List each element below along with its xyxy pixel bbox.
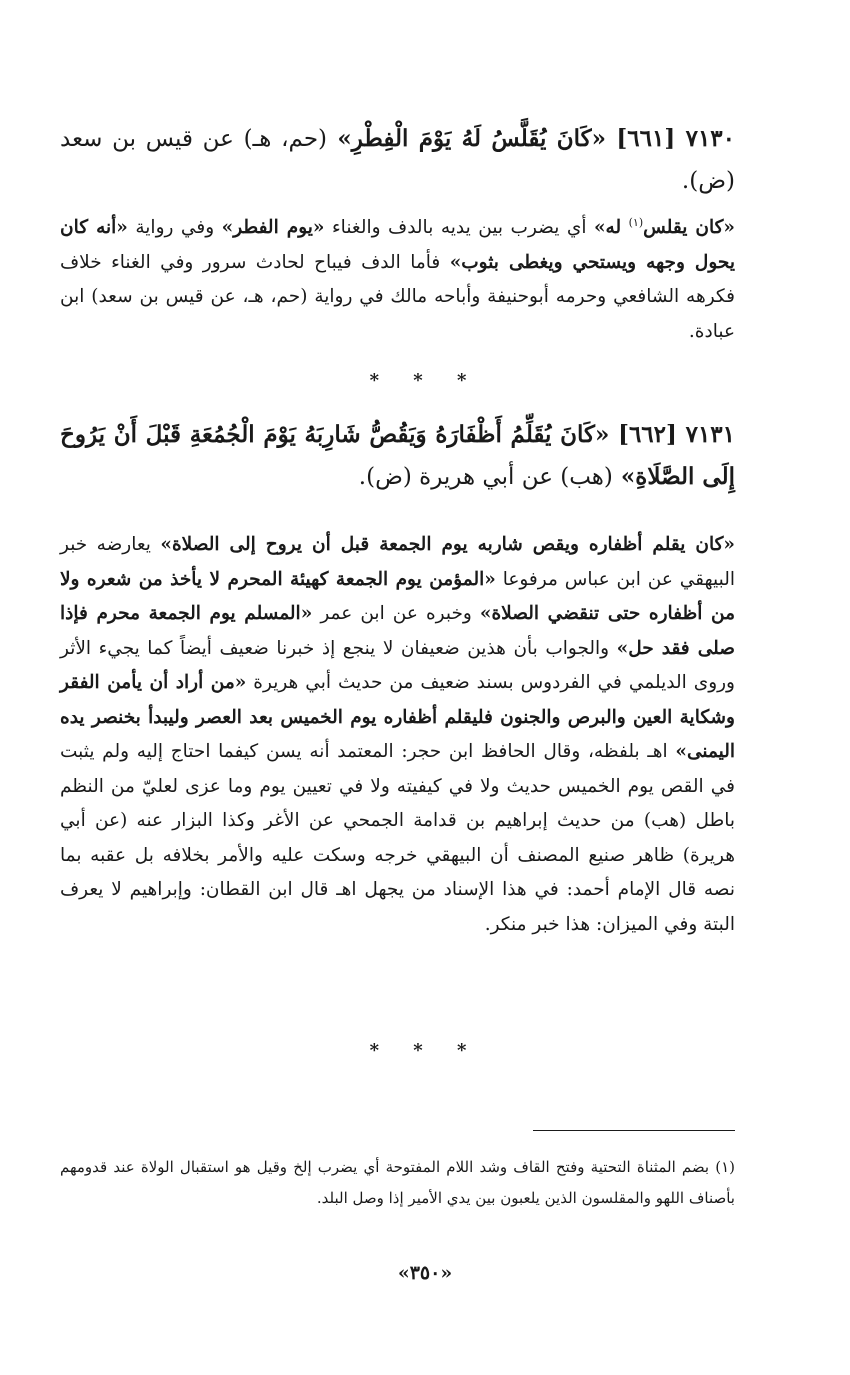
hadith-number: ٧١٣٠ [685, 125, 736, 152]
section-separator: * * * [369, 370, 481, 391]
section-separator: * * * [369, 1040, 481, 1061]
hadith-source: (هب) عن أبي هريرة (ض). [358, 464, 613, 490]
commentary-bold: «المؤمن يوم الجمعة كهيئة المحرم لا يأخذ من شعره ولا من أظفاره حتى تنقضي الصلاة» [60, 568, 735, 624]
commentary-text: اهـ بلفظه، وقال الحافظ ابن حجر: المعتمد أنه يسن كيفما احتاج إليه ولم يثبت في القص يوم الخميس حديث ولا في كيفيته ولا في تعيين يوم وما عزى لعليّ من النظم باطل (هب) من حديث إبراهيم بن قدامة الجمحي عن الأغر وكذا البزار عنه (عن أبي هريرة) ظاهر صنيع المصنف أن البيهقي خرجه وسكت عليه والأمر بخلافه بل عقبه بما نصه قال الإمام أحمد: في هذا الإسناد من يجهل اهـ قال ابن القطان: وإبراهيم لا يعرف البتة وفي الميزان: هذا خبر منكر. [60, 741, 735, 935]
commentary-text: وفي رواية [135, 217, 215, 239]
commentary-text: والجواب بأن هذين ضعيفان لا ينجع إذ خبرنا ضعيف أيضاً كما يجيء الأثر وروى الديلمي في الفردوس بسند ضعيف من حديث أبي هريرة [60, 637, 735, 693]
commentary-7131 [60, 528, 735, 942]
hadith-text: «كَانَ يُقَلَّسُ لَهُ يَوْمَ الْفِطْرِ» [337, 125, 606, 152]
commentary-lead-2: له» [593, 217, 622, 239]
footnote: (١) بضم المثناة التحتية وفتح القاف وشد اللام المفتوحة أي يضرب إلخ وقيل هو استقبال الولاة عند قدومهم بأصناف اللهو والمقلسون الذين يلعبون بين يدي الأمير إذا وصل البلد. [60, 1158, 735, 1207]
commentary-text: يعارضه خبر البيهقي عن ابن عباس مرفوعا [60, 534, 736, 590]
footnote-marker: (١) [628, 216, 644, 229]
commentary-bold: «المسلم يوم الجمعة محرم فإذا صلى فقد حل» [60, 603, 735, 659]
commentary-lead: «كان يقلس [643, 217, 735, 239]
footnote-divider [533, 1130, 735, 1131]
page-number: «٣٥٠» [397, 1262, 453, 1284]
hadith-text: «كَانَ يُقَلِّمُ أَظْفَارَهُ وَيَقُصُّ شَارِبَهُ يَوْمَ الْجُمُعَةِ قَبْلَ أَنْ يَرُوحَ إِلَى الصَّلَاةِ» [60, 421, 735, 490]
hadith-source: (حم، هـ) عن قيس بن سعد (ض). [60, 126, 735, 194]
commentary-text: أي يضرب بين يديه بالدف والغناء [331, 217, 587, 239]
hadith-number: ٧١٣١ [685, 421, 736, 448]
commentary-7130 [60, 206, 735, 349]
commentary-bold: «أنه كان يحول وجهه ويستحي ويغطى بثوب» [60, 217, 735, 273]
commentary-text: وخبره عن ابن عمر [320, 603, 472, 624]
commentary-text: فأما الدف فيباح لحادث سرور وفي الغناء خلاف فكرهه الشافعي وحرمه أبوحنيفة وأباحه مالك في رواية (حم، هـ، عن قيس بن سعد) ابن عبادة. [60, 251, 735, 342]
hadith-7130 [60, 118, 735, 202]
hadith-ref: [٦٦١] [616, 125, 676, 152]
hadith-7131 [60, 414, 735, 498]
commentary-bold: «يوم الفطر» [221, 217, 325, 239]
hadith-ref: [٦٦٢] [618, 421, 677, 448]
commentary-bold: «كان يقلم أظفاره ويقص شاربه يوم الجمعة قبل أن يروح إلى الصلاة» [160, 534, 735, 555]
commentary-bold: «من أراد أن يأمن الفقر وشكاية العين والبرص والجنون فليقلم أظفاره يوم الخميس بعد العصر وليبدأ بخنصر يده اليمنى» [60, 672, 735, 762]
